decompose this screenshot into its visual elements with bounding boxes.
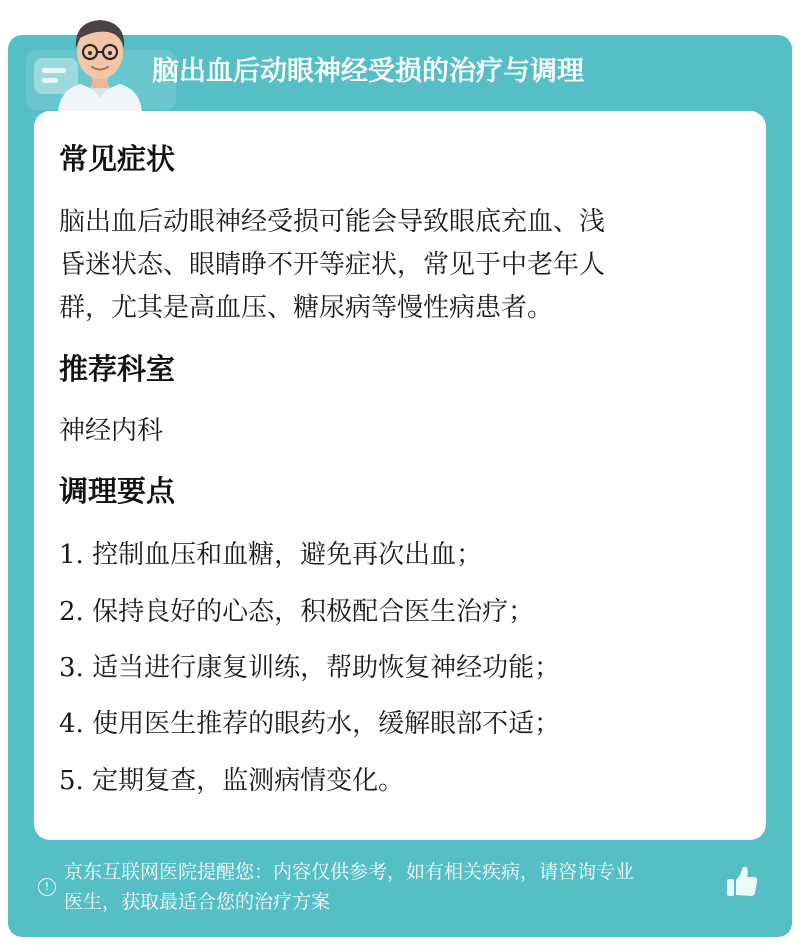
symptoms-line: 群，尤其是高血压、糖尿病等慢性病患者。 <box>59 293 554 323</box>
list-item: 5. 定期复查，监测病情变化。 <box>59 766 405 796</box>
section-heading-symptoms: 常见症状 <box>59 142 176 176</box>
list-item: 1. 控制血压和血糖，避免再次出血； <box>59 540 483 570</box>
content-card <box>34 111 766 840</box>
list-item: 2. 保持良好的心态，积极配合医生治疗； <box>59 597 535 627</box>
section-heading-department: 推荐科室 <box>59 352 176 386</box>
page-title: 脑出血后动眼神经受损的治疗与调理 <box>152 56 584 87</box>
disclaimer-line: 京东互联网医院提醒您：内容仅供参考，如有相关疾病，请咨询专业 <box>64 861 635 883</box>
doctor-avatar <box>50 8 150 112</box>
info-icon: ! <box>38 878 56 896</box>
symptoms-paragraph <box>59 201 605 330</box>
thumbs-up-icon[interactable] <box>724 864 760 900</box>
symptoms-line: 脑出血后动眼神经受损可能会导致眼底充血、浅 <box>59 207 606 237</box>
list-item: 4. 使用医生推荐的眼药水，缓解眼部不适； <box>59 709 561 739</box>
list-item: 3. 适当进行康复训练，帮助恢复神经功能； <box>59 653 561 683</box>
section-heading-care-points: 调理要点 <box>59 474 176 508</box>
department-text: 神经内科 <box>59 416 164 446</box>
disclaimer-line: 医生，获取最适合您的治疗方案 <box>64 891 331 913</box>
disclaimer <box>64 857 734 917</box>
symptoms-line: 昏迷状态、眼睛睁不开等症状，常见于中老年人 <box>59 250 606 280</box>
